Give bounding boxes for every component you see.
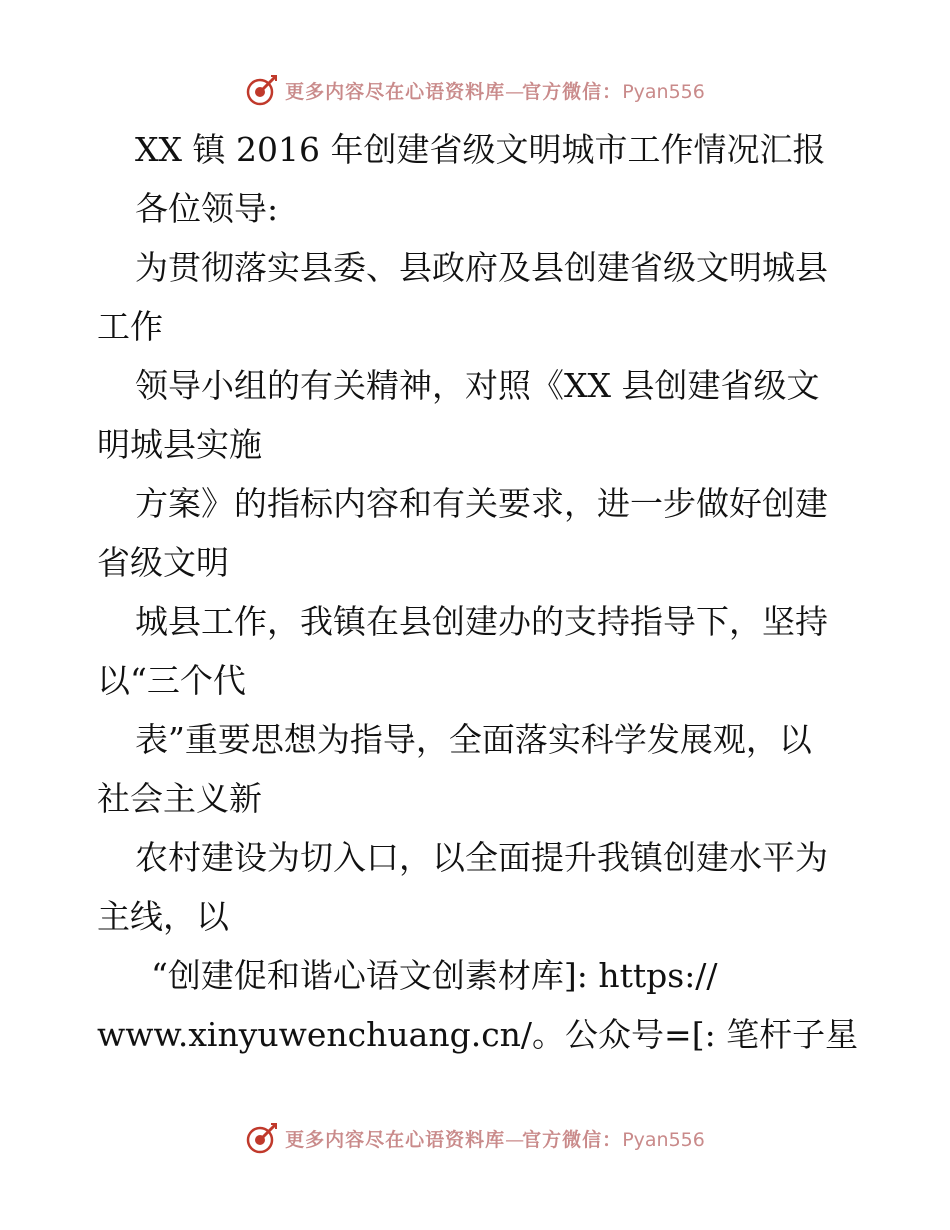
banner-separator: —	[505, 80, 523, 103]
paragraph-line: 社会主义新	[97, 779, 262, 818]
banner-main: 更多内容尽在心语资料库	[285, 80, 506, 103]
banner-main: 更多内容尽在心语资料库	[285, 1128, 506, 1151]
paragraph-line: 领导小组的有关精神，对照《XX 县创建省级文	[135, 366, 820, 405]
banner-text	[285, 77, 705, 104]
banner-sub: 官方微信：	[522, 80, 623, 103]
banner-separator: —	[505, 1128, 523, 1151]
banner-wechat: Pyan556	[622, 80, 705, 103]
paragraph-line: 明城县实施	[97, 425, 262, 464]
paragraph-line: 方案》的指标内容和有关要求，进一步做好创建	[135, 484, 828, 523]
paragraph-line: 工作	[97, 307, 163, 346]
paragraph-line: 以“三个代	[97, 661, 246, 700]
paragraph-line: www.xinyuwenchuang.cn/。公众号=[: 笔杆子星	[97, 1015, 859, 1054]
banner-text	[285, 1125, 705, 1152]
paragraph-line: 农村建设为切入口，以全面提升我镇创建水平为	[135, 838, 828, 877]
paragraph-line: 表”重要思想为指导，全面落实科学发展观，以	[135, 720, 812, 759]
banner-wechat: Pyan556	[622, 1128, 705, 1151]
document-body	[97, 120, 857, 1064]
logo-icon	[245, 1121, 279, 1155]
footer-banner	[0, 1118, 950, 1158]
logo-icon	[245, 73, 279, 107]
header-banner	[0, 70, 950, 110]
banner-sub: 官方微信：	[522, 1128, 623, 1151]
greeting: 各位领导:	[135, 189, 279, 228]
paragraph-line: 省级文明	[97, 543, 229, 582]
paragraph-line: 城县工作，我镇在县创建办的支持指导下，坚持	[135, 602, 828, 641]
paragraph-line: 主线，以	[97, 897, 229, 936]
paragraph-line: 为贯彻落实县委、县政府及县创建省级文明城县	[135, 248, 828, 287]
paragraph-line: “创建促和谐心语文创素材库]: https://	[151, 956, 718, 995]
document-title: XX 镇 2016 年创建省级文明城市工作情况汇报	[135, 130, 826, 169]
